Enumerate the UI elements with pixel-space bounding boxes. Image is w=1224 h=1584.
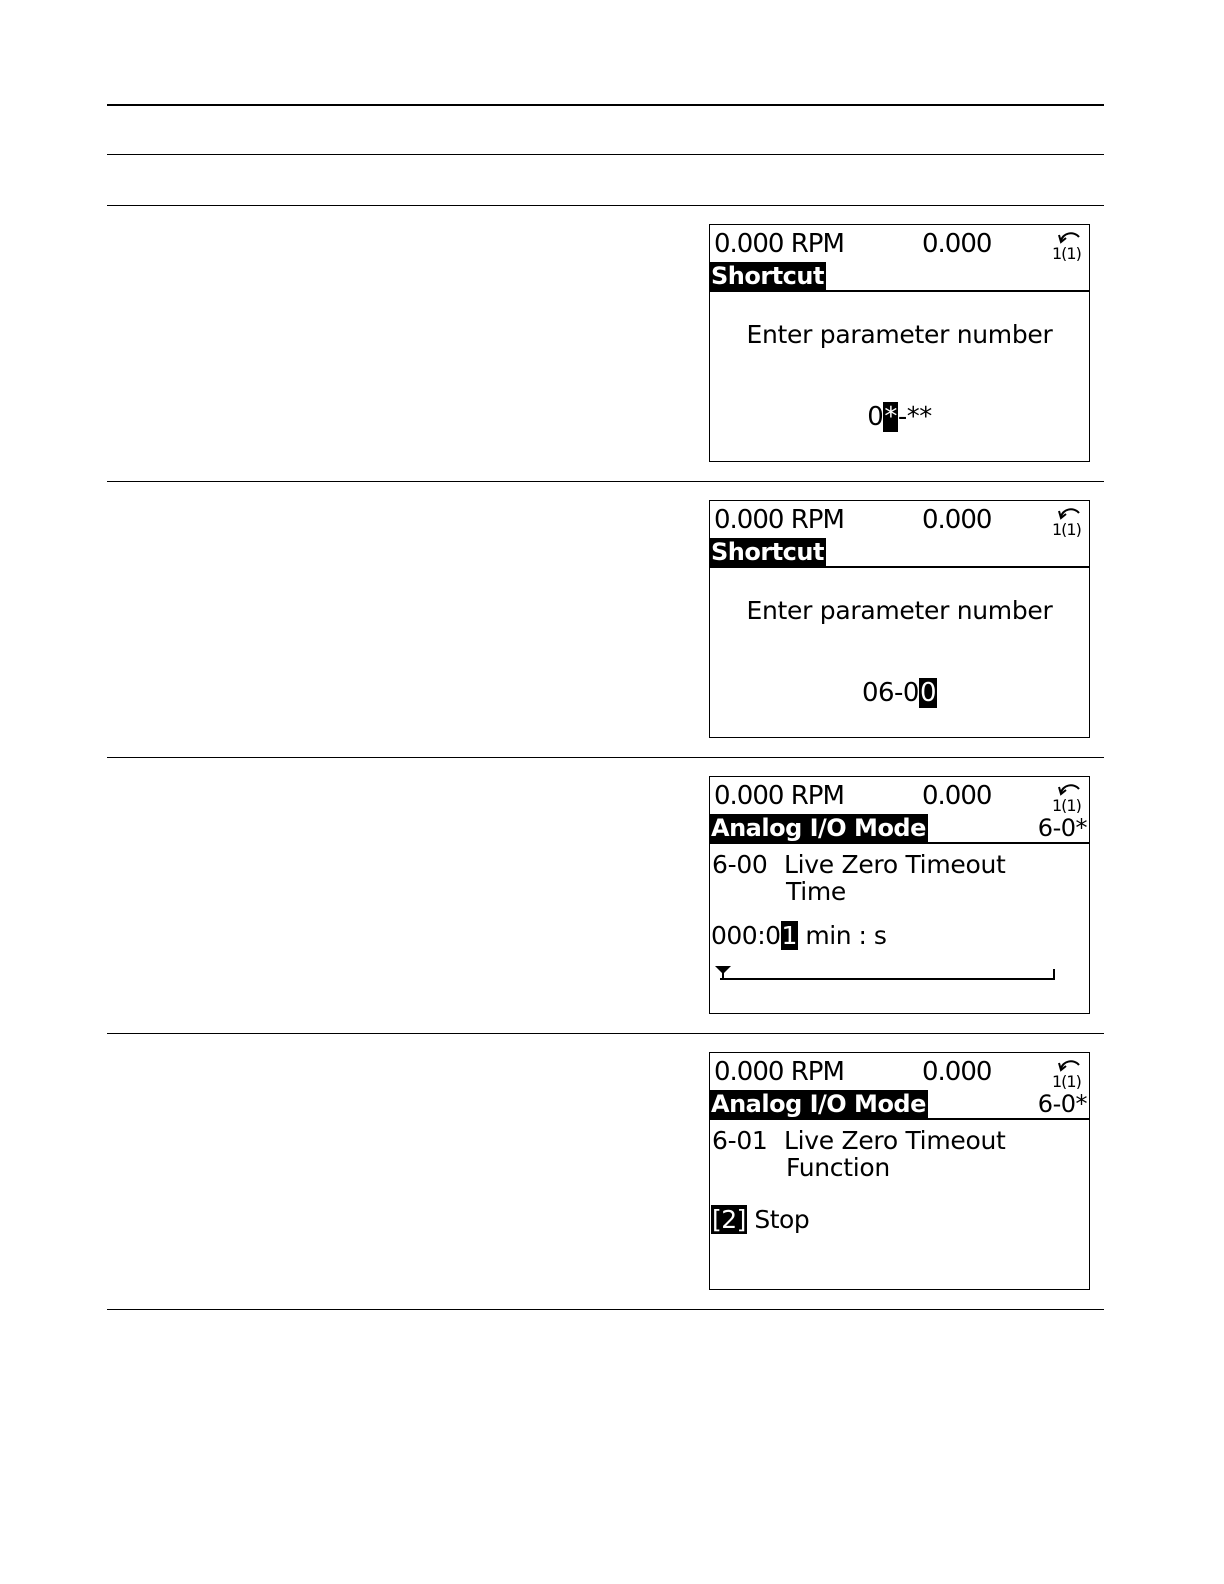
parameter-value[interactable] bbox=[711, 921, 886, 951]
svg-text:1(1): 1(1) bbox=[1052, 796, 1081, 813]
speed-readout: 0.000 RPM bbox=[714, 1057, 844, 1087]
setup-1-1-icon bbox=[1051, 781, 1089, 813]
svg-text:1(1): 1(1) bbox=[1052, 244, 1081, 261]
status-line bbox=[710, 227, 1089, 261]
lcp-display-shortcut-2 bbox=[709, 500, 1090, 738]
value-readout: 0.000 bbox=[922, 781, 992, 811]
status-line bbox=[710, 503, 1089, 537]
parameter-name-line1: Live Zero Timeout bbox=[784, 1126, 1006, 1155]
setup-1-1-icon bbox=[1051, 229, 1089, 261]
table-row-rule bbox=[107, 757, 1104, 758]
value-readout: 0.000 bbox=[922, 1057, 992, 1087]
menu-title-bar bbox=[710, 538, 1089, 568]
table-row-rule bbox=[107, 481, 1104, 482]
entry-cursor: 0 bbox=[919, 678, 937, 708]
value-cursor: [2] bbox=[712, 1205, 746, 1234]
table-row-rule bbox=[107, 1033, 1104, 1034]
parameter-number-entry[interactable] bbox=[710, 401, 1089, 433]
svg-text:1(1): 1(1) bbox=[1052, 520, 1081, 537]
speed-readout: 0.000 RPM bbox=[714, 505, 844, 535]
lcp-display-param-6-01 bbox=[709, 1052, 1090, 1290]
entry-text: 06-0 bbox=[861, 678, 919, 708]
prompt-text: Enter parameter number bbox=[746, 320, 1053, 349]
value-slider[interactable] bbox=[714, 965, 1056, 981]
parameter-group: 6-0* bbox=[1037, 1090, 1087, 1118]
parameter-name bbox=[712, 851, 1082, 905]
table-row-rule bbox=[107, 205, 1104, 206]
parameter-name-line2: Time bbox=[786, 877, 846, 906]
slider-marker bbox=[715, 966, 731, 974]
menu-title: Analog I/O Mode bbox=[711, 814, 926, 842]
speed-readout: 0.000 RPM bbox=[714, 781, 844, 811]
menu-title-bar bbox=[710, 814, 1089, 844]
parameter-number: 6-01 bbox=[712, 1126, 768, 1155]
setup-1-1-icon bbox=[1051, 1057, 1089, 1089]
menu-title: Analog I/O Mode bbox=[711, 1090, 926, 1118]
status-line bbox=[710, 779, 1089, 813]
setup-1-1-icon bbox=[1051, 505, 1089, 537]
value-text: 000:0 bbox=[711, 921, 781, 950]
parameter-number: 6-00 bbox=[712, 850, 768, 879]
parameter-name bbox=[712, 1127, 1082, 1181]
menu-title-bar bbox=[710, 262, 1089, 292]
status-line bbox=[710, 1055, 1089, 1089]
value-cursor: 1 bbox=[781, 921, 797, 950]
entry-cursor: * bbox=[884, 402, 897, 432]
table-top-rule bbox=[107, 104, 1104, 106]
value-unit: min : s bbox=[797, 921, 887, 950]
parameter-group: 6-0* bbox=[1037, 814, 1087, 842]
value-readout: 0.000 bbox=[922, 505, 992, 535]
svg-text:1(1): 1(1) bbox=[1052, 1072, 1081, 1089]
menu-title: Shortcut bbox=[711, 538, 824, 566]
parameter-name-line1: Live Zero Timeout bbox=[784, 850, 1006, 879]
entry-text: -** bbox=[897, 402, 932, 432]
prompt-text: Enter parameter number bbox=[746, 596, 1053, 625]
value-option: Stop bbox=[746, 1205, 810, 1234]
menu-title-bar bbox=[710, 1090, 1089, 1120]
entry-text: 0 bbox=[867, 402, 884, 432]
value-readout: 0.000 bbox=[922, 229, 992, 259]
speed-readout: 0.000 RPM bbox=[714, 229, 844, 259]
menu-title: Shortcut bbox=[711, 262, 824, 290]
parameter-name-line2: Function bbox=[786, 1153, 890, 1182]
table-bottom-rule bbox=[107, 1309, 1104, 1310]
parameter-value[interactable] bbox=[711, 1205, 809, 1235]
lcp-display-shortcut-1 bbox=[709, 224, 1090, 462]
parameter-number-entry[interactable] bbox=[710, 677, 1089, 709]
table-header-rule bbox=[107, 154, 1104, 155]
lcp-display-param-6-00 bbox=[709, 776, 1090, 1014]
